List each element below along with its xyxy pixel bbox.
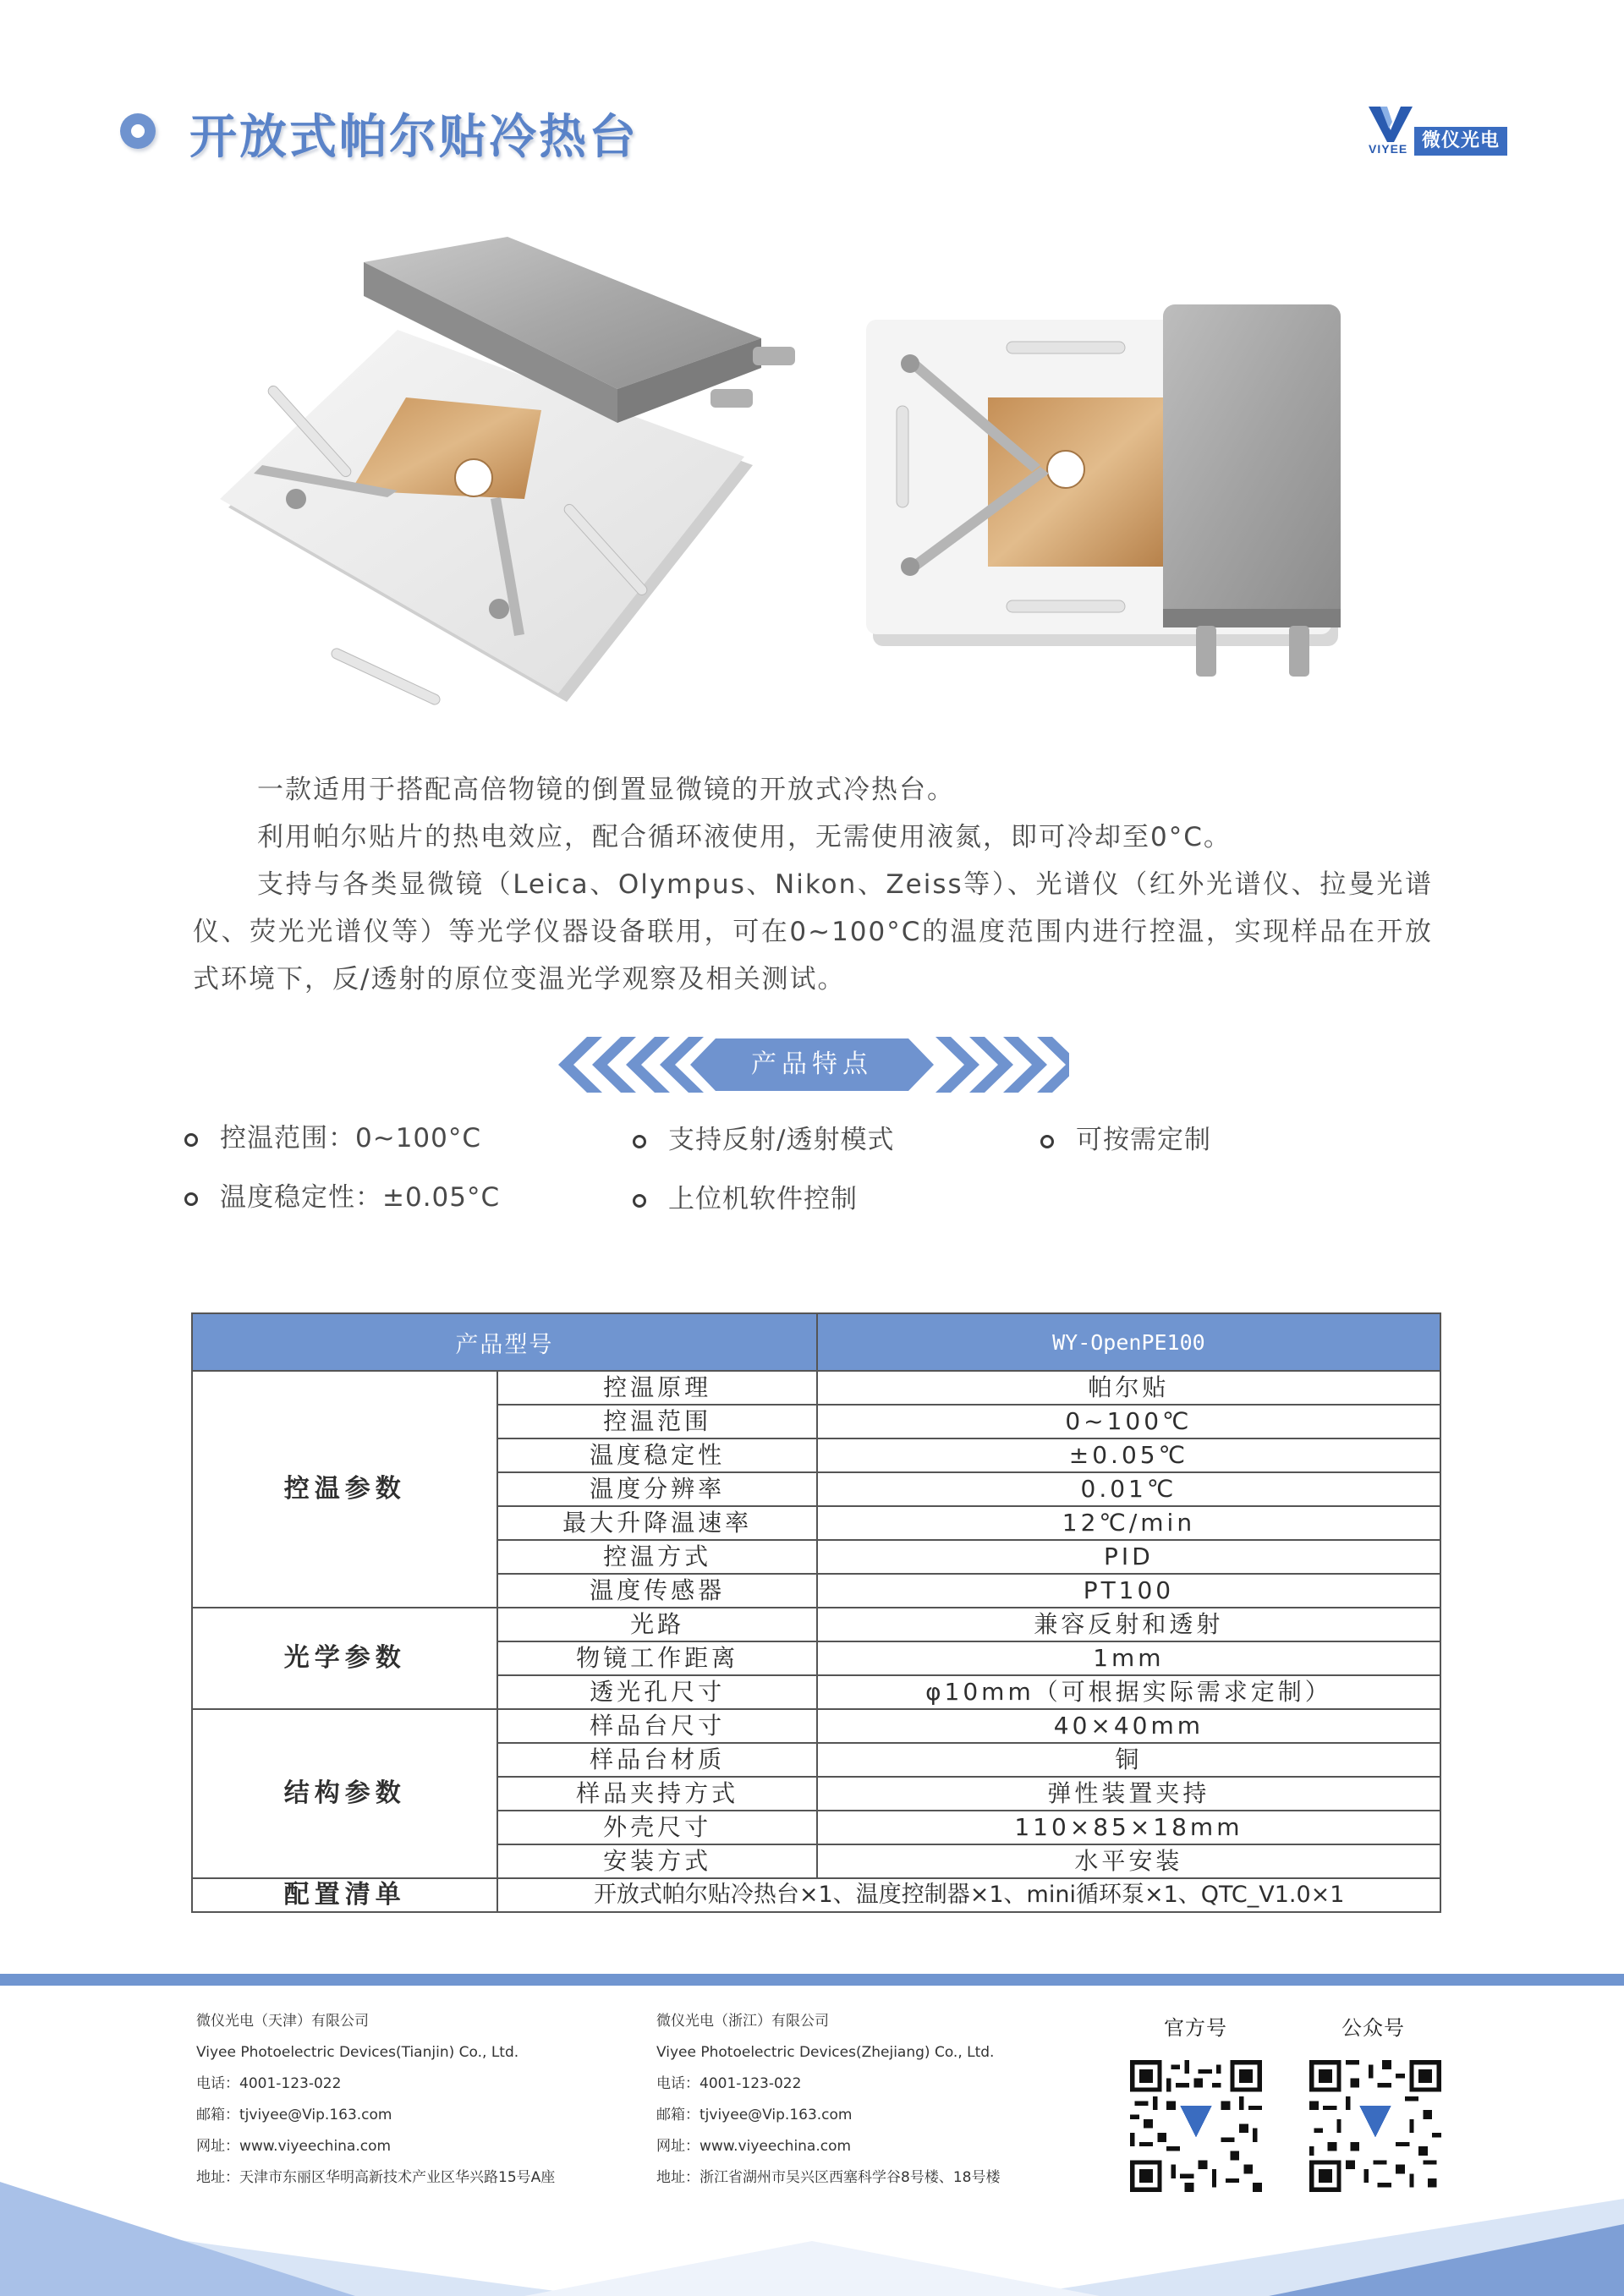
config-value: 开放式帕尔贴冷热台×1、温度控制器×1、mini循环泵×1、QTC_V1.0×1 [497, 1878, 1440, 1912]
spec-header-label: 产品型号 [192, 1313, 817, 1371]
brand-logo [1367, 105, 1507, 156]
feature-text: 可按需定制 [1076, 1125, 1211, 1155]
spec-value: 40×40mm [817, 1709, 1440, 1743]
spec-param: 样品夹持方式 [497, 1777, 816, 1811]
spec-group-label: 控温参数 [192, 1371, 497, 1608]
spec-param: 温度分辨率 [497, 1472, 816, 1506]
qr-official-label: 官方号 [1164, 2016, 1227, 2040]
spec-param: 控温原理 [497, 1371, 816, 1405]
description-paragraph: 支持与各类显微镜（Leica、Olympus、Nikon、Zeiss等）、光谱仪（红外光谱仪、拉曼光谱仪、荧光光谱仪等）等光学仪器设备联用，可在0~100°C的温度范围内进行控温，实现样品在开放式环境下，反/透射的原位变温光学观察及相关测试。 [193, 869, 1433, 995]
table-row [192, 1878, 1440, 1912]
company-phone: 电话：4001-123-022 [656, 2075, 802, 2092]
company-phone: 电话：4001-123-022 [196, 2075, 342, 2092]
product-photo-front [203, 211, 829, 727]
product-description [193, 766, 1433, 1003]
spec-param: 光路 [497, 1608, 816, 1641]
company-email: 邮箱：tjviyee@Vip.163.com [196, 2107, 392, 2123]
feature-text: 支持反射/透射模式 [668, 1125, 895, 1155]
table-row [192, 1371, 1440, 1405]
spec-value: ±0.05℃ [817, 1438, 1440, 1472]
company-address: 地址：天津市东丽区华明高新技术产业区华兴路15号A座 [196, 2169, 556, 2186]
table-row [192, 1608, 1440, 1641]
spec-param: 物镜工作距离 [497, 1641, 816, 1675]
qr-public-label: 公众号 [1341, 2016, 1405, 2040]
logo-cn: 微仪光电 [1414, 127, 1507, 156]
feature-text: 控温范围：0~100°C [220, 1123, 482, 1153]
config-label: 配置清单 [192, 1878, 497, 1912]
company-name-en: Viyee Photoelectric Devices(Zhejiang) Co., Ltd. [656, 2044, 995, 2061]
spec-group-label: 光学参数 [192, 1608, 497, 1709]
feature-item [220, 1121, 481, 1155]
spec-header-row [192, 1313, 1440, 1371]
logo-v-icon [1367, 105, 1414, 144]
table-row [192, 1709, 1440, 1743]
bullet-ring-icon [184, 1133, 198, 1147]
spec-param: 安装方式 [497, 1844, 816, 1878]
spec-value: 铜 [817, 1743, 1440, 1777]
feature-item [1076, 1123, 1211, 1157]
bullet-ring-icon [633, 1135, 646, 1148]
company-website: 网址：www.viyeechina.com [196, 2138, 392, 2155]
spec-value: 兼容反射和透射 [817, 1608, 1440, 1641]
spec-value: φ10mm（可根据实际需求定制） [817, 1675, 1440, 1709]
spec-value: 1mm [817, 1641, 1440, 1675]
spec-param: 外壳尺寸 [497, 1811, 816, 1844]
description-paragraph: 一款适用于搭配高倍物镜的倒置显微镜的开放式冷热台。 [257, 775, 955, 805]
features-banner [555, 1035, 1069, 1094]
bullet-ring-icon [1040, 1135, 1054, 1148]
company-address: 地址：浙江省湖州市吴兴区西塞科学谷8号楼、18号楼 [656, 2169, 1001, 2186]
company-name-cn: 微仪光电（天津）有限公司 [196, 2013, 369, 2030]
spec-value: 水平安装 [817, 1844, 1440, 1878]
spec-value: 12℃/min [817, 1506, 1440, 1540]
company-website: 网址：www.viyeechina.com [656, 2138, 852, 2155]
spec-param: 温度传感器 [497, 1574, 816, 1608]
feature-item [668, 1182, 858, 1216]
feature-text: 温度稳定性：±0.05°C [220, 1182, 501, 1213]
spec-table [191, 1312, 1441, 1913]
company-name-en: Viyee Photoelectric Devices(Tianjin) Co., Ltd. [196, 2044, 519, 2061]
logo-text: VIYEE [1369, 142, 1408, 156]
footer-divider [0, 1974, 1624, 1986]
spec-param: 控温范围 [497, 1405, 816, 1438]
spec-value: 110×85×18mm [817, 1811, 1440, 1844]
title-bullet-icon [120, 113, 156, 149]
spec-value: 弹性装置夹持 [817, 1777, 1440, 1811]
spec-group-label: 结构参数 [192, 1709, 497, 1878]
spec-param: 最大升降温速率 [497, 1506, 816, 1540]
features-banner-label: 产品特点 [751, 1049, 873, 1079]
spec-param: 温度稳定性 [497, 1438, 816, 1472]
spec-value: PT100 [817, 1574, 1440, 1608]
company-email: 邮箱：tjviyee@Vip.163.com [656, 2107, 853, 2123]
description-paragraph: 利用帕尔贴片的热电效应，配合循环液使用，无需使用液氮，即可冷却至0°C。 [257, 822, 1232, 852]
spec-value: 帕尔贴 [817, 1371, 1440, 1405]
bullet-ring-icon [184, 1192, 198, 1206]
product-photo-top [854, 296, 1404, 693]
spec-header-model: WY-OpenPE100 [817, 1313, 1440, 1371]
feature-text: 上位机软件控制 [668, 1184, 858, 1214]
bullet-ring-icon [633, 1194, 646, 1208]
spec-param: 样品台尺寸 [497, 1709, 816, 1743]
spec-param: 透光孔尺寸 [497, 1675, 816, 1709]
footer-decoration [0, 2165, 1624, 2296]
spec-param: 控温方式 [497, 1540, 816, 1574]
spec-value: PID [817, 1540, 1440, 1574]
feature-item [220, 1181, 500, 1214]
spec-value: 0~100℃ [817, 1405, 1440, 1438]
spec-value: 0.01℃ [817, 1472, 1440, 1506]
feature-item [668, 1123, 894, 1157]
company-name-cn: 微仪光电（浙江）有限公司 [656, 2013, 829, 2030]
spec-param: 样品台材质 [497, 1743, 816, 1777]
page-title: 开放式帕尔贴冷热台 [189, 110, 639, 165]
